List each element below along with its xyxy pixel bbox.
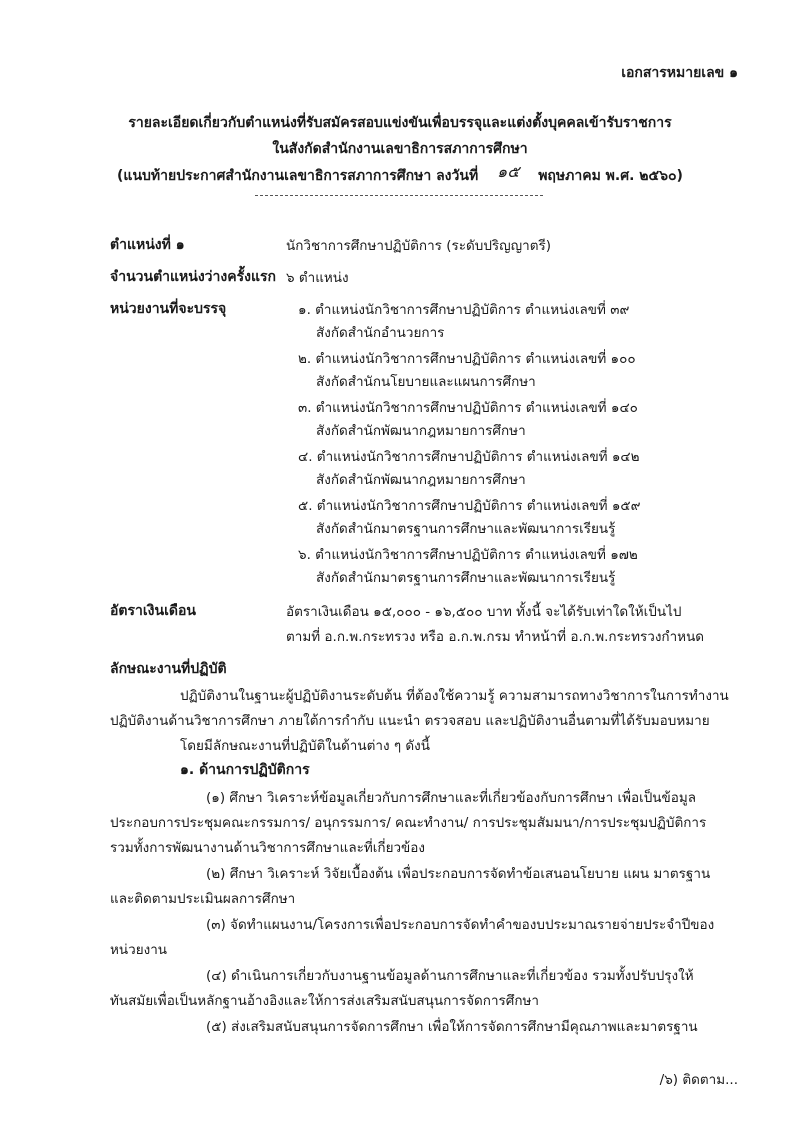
- duties-intro-line-2: ปฏิบัติงานด้านวิชาการศึกษา ภายใต้การกำกับ แนะนำ ตรวจสอบ และปฏิบัติงานอื่นตามที่ได้รับมอบหมาย: [110, 713, 710, 729]
- section-1-heading: ๑. ด้านการปฏิบัติการ: [180, 762, 310, 778]
- document-number: เอกสารหมายเลข ๑: [621, 65, 738, 81]
- salary-line-1: อัตราเงินเดือน ๑๕,๐๐๐ - ๑๖,๕๐๐ บาท ทั้งนี้ จะได้รับเท่าใดให้เป็นไป: [286, 604, 682, 620]
- title-line-3: [0, 163, 800, 188]
- unit-item-2-line-1: ๒. ตำแหน่งนักวิชาการศึกษาปฏิบัติการ ตำแหน่งเลขที่ ๑๐๐: [298, 351, 636, 367]
- duties-intro-line-1: ปฏิบัติงานในฐานะผู้ปฏิบัติงานระดับต้น ที่ต้องใช้ความรู้ ความสามารถทางวิชาการในการทำงาน: [180, 688, 729, 704]
- title-line-1: รายละเอียดเกี่ยวกับตำแหน่งที่รับสมัครสอบแข่งขันเพื่อบรรจุและแต่งตั้งบุคคลเข้ารับราชการ: [128, 115, 672, 131]
- unit-item-1-line-1: ๑. ตำแหน่งนักวิชาการศึกษาปฏิบัติการ ตำแหน่งเลขที่ ๓๙: [298, 302, 630, 318]
- unit-item-5-line-2: สังกัดสำนักมาตรฐานการศึกษาและพัฒนาการเรียนรู้: [316, 521, 616, 537]
- duty-1-line-2: ประกอบการประชุมคณะกรรมการ/ อนุกรรมการ/ คณะทำงาน/ การประชุมสัมมนา/การประชุมปฏิบัติการ: [110, 815, 707, 831]
- title-line-3-prefix: (แนบท้ายประกาศสำนักงานเลขาธิการสภาการศึกษา ลงวันที่: [117, 168, 479, 184]
- separator-dashed-line: [255, 195, 543, 196]
- duty-2-line-1: (๒) ศึกษา วิเคราะห์ วิจัยเบื้องต้น เพื่อประกอบการจัดทำข้อเสนอนโยบาย แผน มาตรฐาน: [206, 866, 711, 882]
- unit-item-4-line-2: สังกัดสำนักพัฒนากฎหมายการศึกษา: [316, 472, 526, 488]
- salary-line-2: ตามที่ อ.ก.พ.กระทรวง หรือ อ.ก.พ.กรม ทำหน้าที่ อ.ก.พ.กระทรวงกำหนด: [286, 629, 705, 645]
- duty-1-line-1: (๑) ศึกษา วิเคราะห์ข้อมูลเกี่ยวกับการศึกษาและที่เกี่ยวข้องกับการศึกษา เพื่อเป็นข้อมูล: [206, 790, 697, 806]
- duty-3-line-1: (๓) จัดทำแผนงาน/โครงการเพื่อประกอบการจัดทำคำของบประมาณรายจ่ายประจำปีของ: [206, 917, 715, 933]
- duties-heading: ลักษณะงานที่ปฏิบัติ: [110, 661, 227, 677]
- title-line-2: ในสังกัดสำนักงานเลขาธิการสภาการศึกษา: [272, 141, 528, 157]
- unit-item-6-line-1: ๖. ตำแหน่งนักวิชาการศึกษาปฏิบัติการ ตำแหน่งเลขที่ ๑๗๒: [298, 547, 638, 563]
- unit-item-4-line-1: ๔. ตำแหน่งนักวิชาการศึกษาปฏิบัติการ ตำแหน่งเลขที่ ๑๔๒: [298, 449, 640, 465]
- position-value: นักวิชาการศึกษาปฏิบัติการ (ระดับปริญญาตรี): [286, 238, 552, 254]
- unit-item-3-line-2: สังกัดสำนักพัฒนากฎหมายการศึกษา: [316, 423, 526, 439]
- duty-4-line-1: (๔) ดำเนินการเกี่ยวกับงานฐานข้อมูลด้านการศึกษาและที่เกี่ยวข้อง รวมทั้งปรับปรุงให้: [206, 968, 694, 984]
- duty-4-line-2: ทันสมัยเพื่อเป็นหลักฐานอ้างอิงและให้การส่งเสริมสนับสนุนการจัดการศึกษา: [110, 993, 539, 1009]
- salary-label: อัตราเงินเดือน: [110, 603, 196, 619]
- position-label: ตำแหน่งที่ ๑: [110, 237, 185, 253]
- vacancies-value: ๖ ตำแหน่ง: [286, 270, 349, 286]
- duty-5-line-1: (๕) ส่งเสริมสนับสนุนการจัดการศึกษา เพื่อให้การจัดการศึกษามีคุณภาพและมาตรฐาน: [206, 1019, 698, 1035]
- title-line-3-suffix: พฤษภาคม พ.ศ. ๒๕๖๐): [538, 168, 683, 184]
- continue-note: /๖) ติดตาม...: [659, 1072, 738, 1088]
- units-label: หน่วยงานที่จะบรรจุ: [110, 301, 227, 317]
- unit-item-5-line-1: ๕. ตำแหน่งนักวิชาการศึกษาปฏิบัติการ ตำแหน่งเลขที่ ๑๕๙: [298, 498, 641, 514]
- unit-item-2-line-2: สังกัดสำนักนโยบายและแผนการศึกษา: [316, 374, 536, 390]
- unit-item-6-line-2: สังกัดสำนักมาตรฐานการศึกษาและพัฒนาการเรียนรู้: [316, 570, 616, 586]
- duty-2-line-2: และติดตามประเมินผลการศึกษา: [110, 891, 296, 907]
- duty-3-line-2: หน่วยงาน: [110, 942, 168, 958]
- vacancies-label: จำนวนตำแหน่งว่างครั้งแรก: [110, 269, 276, 285]
- unit-item-1-line-2: สังกัดสำนักอำนวยการ: [316, 325, 445, 341]
- duties-intro-line-3: โดยมีลักษณะงานที่ปฏิบัติในด้านต่าง ๆ ดังนี้: [180, 738, 430, 754]
- unit-item-3-line-1: ๓. ตำแหน่งนักวิชาการศึกษาปฏิบัติการ ตำแหน่งเลขที่ ๑๔๐: [298, 400, 638, 416]
- handwritten-day: ๑๕: [497, 162, 520, 181]
- duty-1-line-3: รวมทั้งการพัฒนางานด้านวิชาการศึกษาและที่เกี่ยวข้อง: [110, 840, 425, 856]
